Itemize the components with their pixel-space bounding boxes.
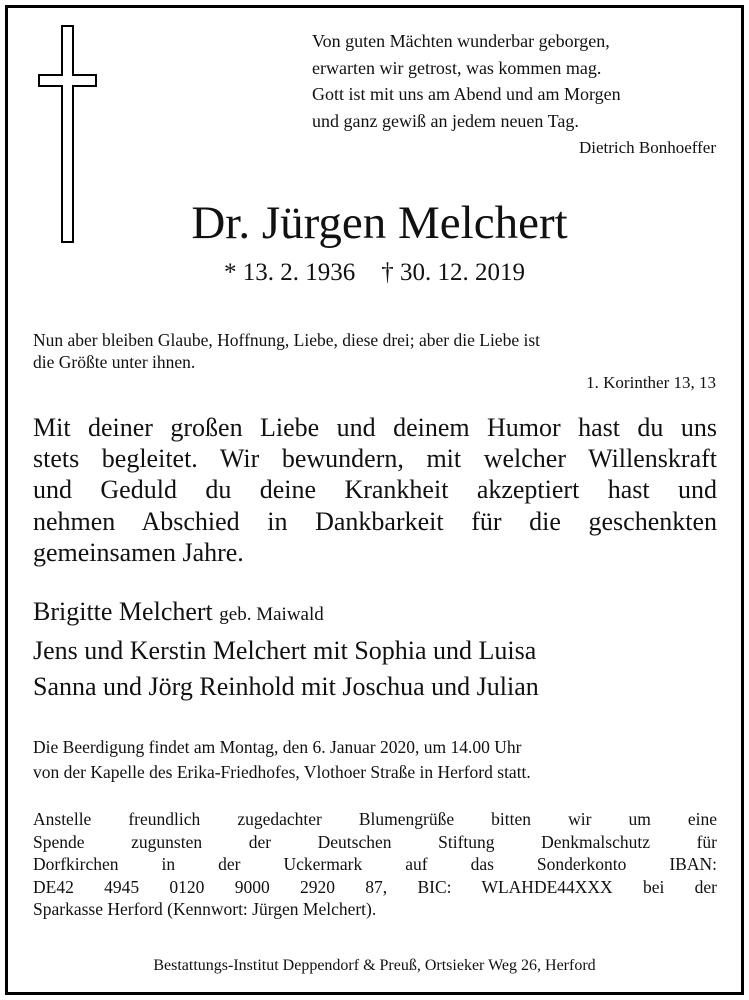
verse-line: die Größte unter ihnen.: [33, 351, 196, 372]
life-dates: [0, 259, 749, 287]
mourner-line: Jens und Kerstin Melchert mit Sophia und Luisa: [33, 636, 537, 665]
poem-line: Von guten Mächten wunderbar geborgen,: [312, 31, 610, 51]
poem-line: erwarten wir getrost, was kommen mag.: [312, 57, 602, 78]
poem-line: und ganz gewiß an jedem neuen Tag.: [312, 110, 579, 131]
message-line: stets begleitet. Wir bewundern, mit welcher Willenskraft: [33, 444, 717, 474]
funeral-line: von der Kapelle des Erika-Friedhofes, Vlothoer Straße in Herford statt.: [33, 762, 531, 782]
mourner-line: Sanna und Jörg Reinhold mit Joschua und Julian: [33, 672, 539, 701]
poem: [312, 28, 722, 134]
verse-reference: 1. Korinther 13, 13: [586, 373, 716, 392]
donation-line: Anstelle freundlich zugedachter Blumengrüße bitten wir um eine: [33, 809, 717, 829]
message-line: und Geduld du deine Krankheit akzeptiert hast und: [33, 475, 717, 505]
donation-line: Dorfkirchen in der Uckermark auf das Sonderkonto IBAN:: [33, 854, 717, 874]
deceased-name: Dr. Jürgen Melchert: [191, 197, 568, 249]
donation-info: [33, 808, 717, 921]
funeral-line: Die Beerdigung findet am Montag, den 6. Januar 2020, um 14.00 Uhr: [33, 737, 522, 757]
death-date: † 30. 12. 2019: [381, 259, 525, 286]
message-line: nehmen Abschied in Dankbarkeit für die geschenkten: [33, 506, 717, 536]
spouse-nee: geb. Maiwald: [219, 604, 324, 625]
poem-author: Dietrich Bonhoeffer: [578, 138, 716, 157]
spouse-name: Brigitte Melchert: [33, 597, 213, 626]
bible-verse: [33, 330, 717, 373]
funeral-info: [33, 735, 717, 785]
verse-line: Nun aber bleiben Glaube, Hoffnung, Liebe, diese drei; aber die Liebe ist: [33, 330, 540, 350]
farewell-message: [33, 412, 717, 568]
poem-line: Gott ist mit uns am Abend und am Morgen: [312, 84, 621, 104]
message-line: Mit deiner großen Liebe und deinem Humor hast du uns: [33, 413, 717, 442]
donation-line: Sparkasse Herford (Kennwort: Jürgen Melchert).: [33, 899, 377, 919]
message-line: gemeinsamen Jahre.: [33, 537, 244, 567]
birth-date: * 13. 2. 1936: [224, 259, 356, 286]
undertaker-info: Bestattungs-Institut Deppendorf & Preuß, Ortsieker Weg 26, Herford: [153, 957, 596, 974]
mourners: [33, 594, 733, 705]
donation-line: Spende zugunsten der Deutschen Stiftung Denkmalschutz für: [33, 831, 717, 852]
mourner-spouse: [33, 594, 733, 633]
donation-line: DE42 4945 0120 9000 2920 87, BIC: WLAHDE44XXX bei der: [33, 876, 717, 897]
